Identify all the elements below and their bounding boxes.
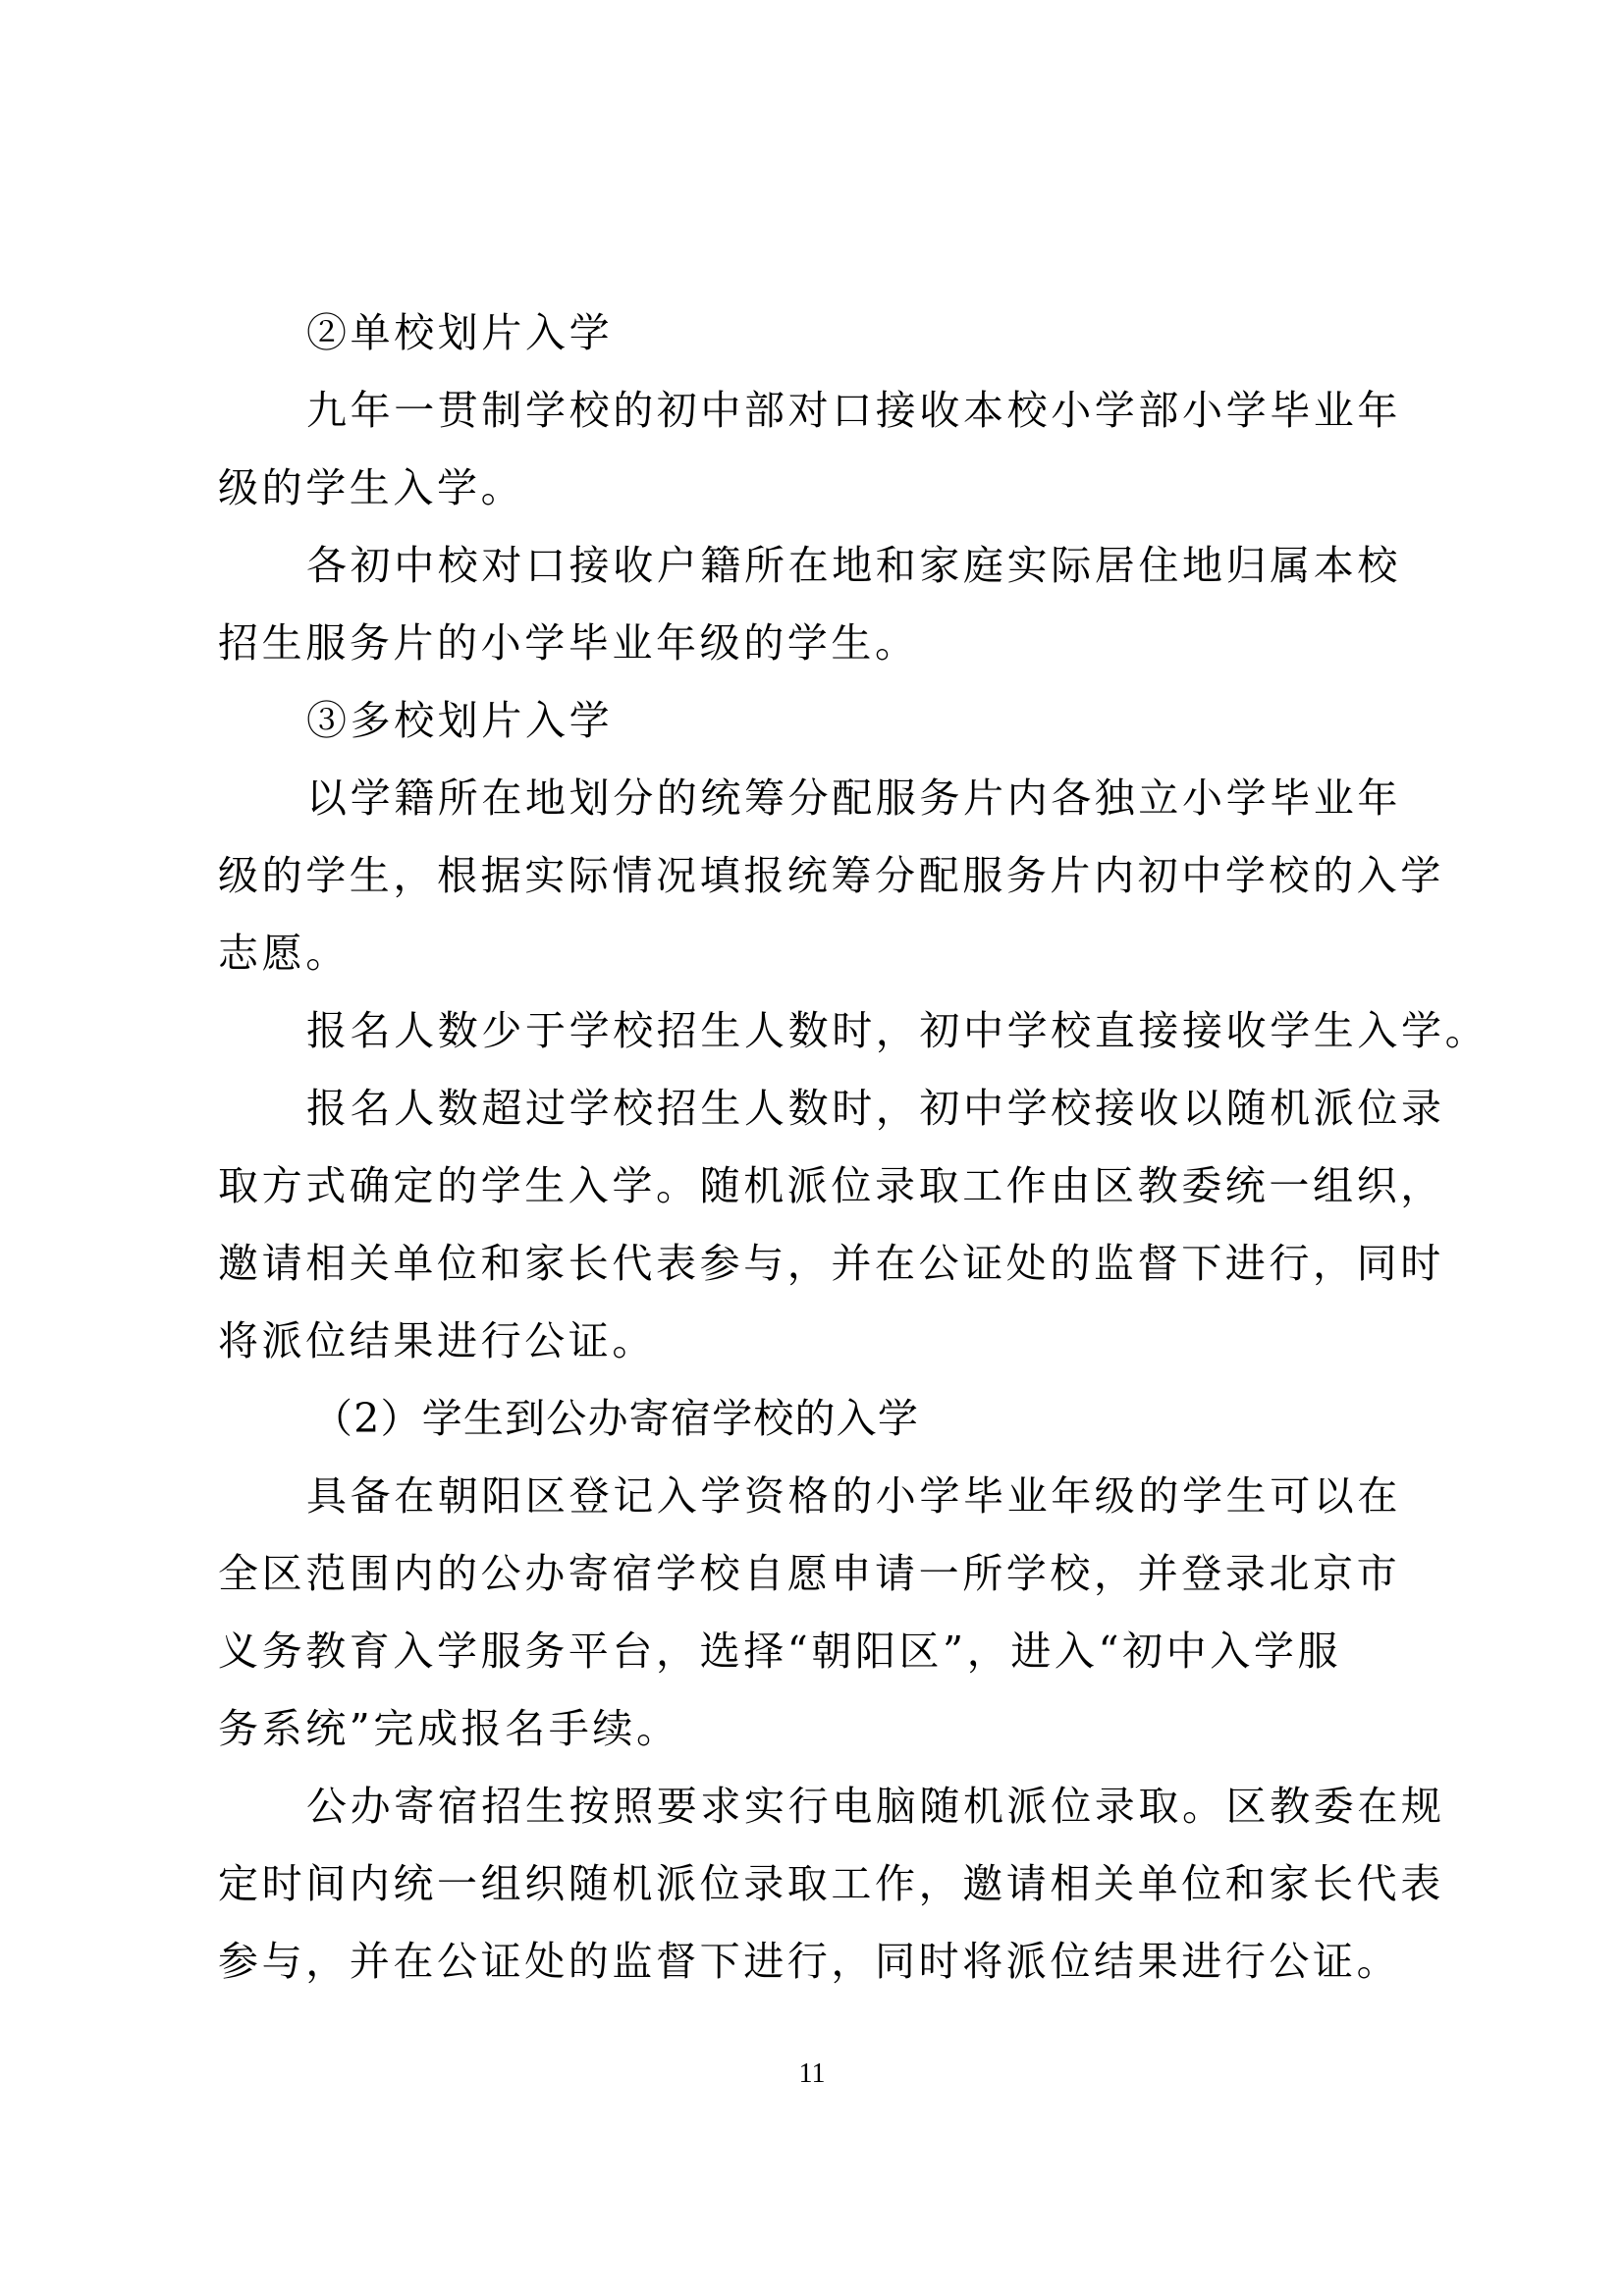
- subheading-single-school-zoning: ②单校划片入学: [306, 309, 614, 356]
- paragraph-line: 九年一贯制学校的初中部对口接收本校小学部小学毕业年: [306, 387, 1401, 434]
- paragraph-line: 将派位结果进行公证。: [218, 1317, 656, 1364]
- paragraph-line: 报名人数少于学校招生人数时，初中学校直接接收学生入学。: [306, 1007, 1489, 1054]
- paragraph-line: 义务教育入学服务平台，选择“朝阳区”，进入“初中入学服: [218, 1628, 1342, 1675]
- paragraph-line: 具备在朝阳区登记入学资格的小学毕业年级的学生可以在: [306, 1472, 1401, 1520]
- paragraph-line: 公办寄宿招生按照要求实行电脑随机派位录取。区教委在规: [306, 1783, 1445, 1830]
- paragraph-line: 各初中校对口接收户籍所在地和家庭实际居住地归属本校: [306, 542, 1401, 589]
- subheading-multi-school-zoning: ③多校划片入学: [306, 697, 614, 744]
- paragraph-line: 全区范围内的公办寄宿学校自愿申请一所学校，并登录北京市: [218, 1550, 1401, 1597]
- paragraph-line: 邀请相关单位和家长代表参与，并在公证处的监督下进行，同时: [218, 1240, 1444, 1287]
- paragraph-line: 务系统”完成报名手续。: [218, 1705, 680, 1752]
- paragraph-line: 级的学生入学。: [218, 464, 525, 511]
- paragraph-line: 报名人数超过学校招生人数时，初中学校接收以随机派位录: [306, 1085, 1445, 1132]
- paragraph-line: 参与，并在公证处的监督下进行，同时将派位结果进行公证。: [218, 1938, 1401, 1985]
- paragraph-line: 级的学生，根据实际情况填报统筹分配服务片内初中学校的入学: [218, 852, 1444, 899]
- paragraph-line: 招生服务片的小学毕业年级的学生。: [218, 619, 919, 667]
- document-body: [218, 294, 1489, 2001]
- subheading-boarding-school-admission: （2）学生到公办寄宿学校的入学: [312, 1395, 920, 1442]
- page-number: 11: [798, 2058, 826, 2089]
- paragraph-line: 取方式确定的学生入学。随机派位录取工作由区教委统一组织，: [218, 1162, 1444, 1209]
- paragraph-line: 志愿。: [218, 930, 350, 977]
- paragraph-line: 定时间内统一组织随机派位录取工作，邀请相关单位和家长代表: [218, 1860, 1444, 1907]
- paragraph-line: 以学籍所在地划分的统筹分配服务片内各独立小学毕业年: [306, 774, 1401, 822]
